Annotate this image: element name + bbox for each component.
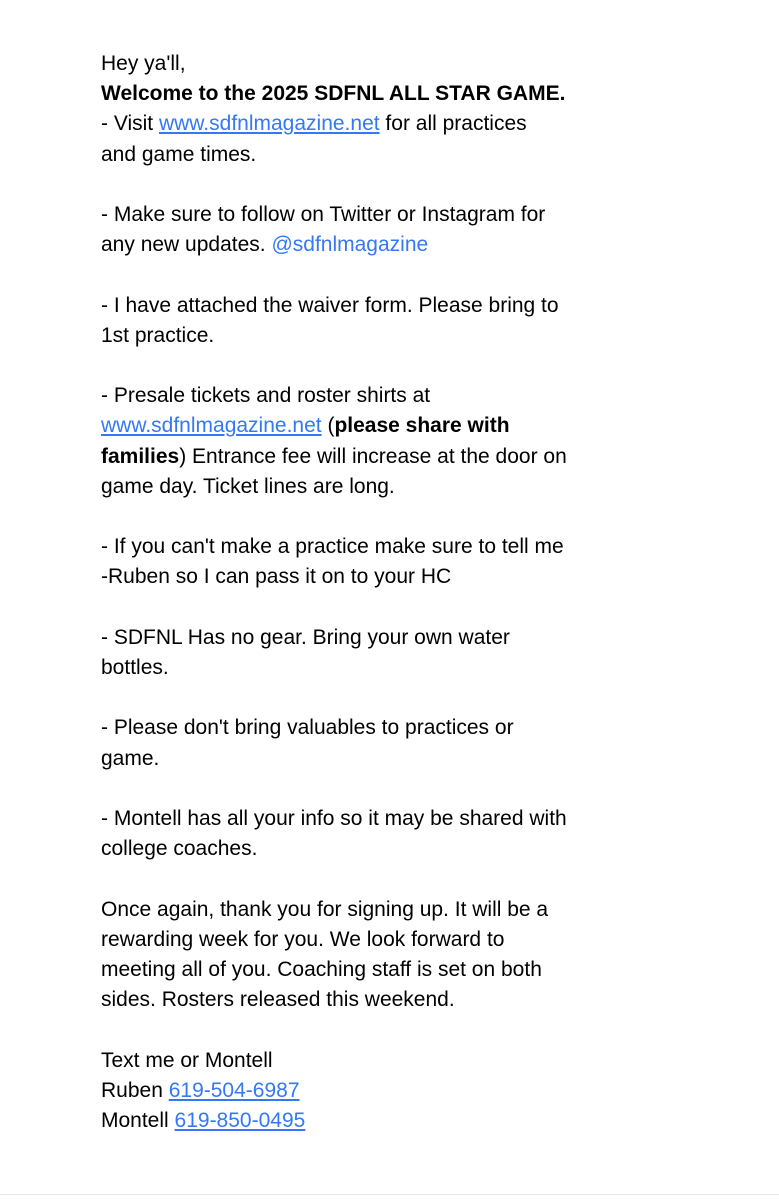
presale-line-4: game day. Ticket lines are long. [101,474,395,498]
greeting: Hey ya'll, [101,52,186,75]
gear-line: - SDFNL Has no gear. Bring your own water [101,625,510,649]
visit-suffix: for all practices [379,112,527,136]
presale-line-2 [101,411,601,441]
ruben-phone-link[interactable]: 619-504-6987 [168,1078,300,1102]
bottom-divider [0,1194,779,1195]
visit-line-2: and game times. [101,142,257,166]
entrance-fee-text: ) Entrance fee will increase at the door on [179,444,567,468]
ruben-name: Ruben [101,1078,169,1102]
closing-line-2: rewarding week for you. We look forward to [101,927,505,951]
waiver-line: - I have attached the waiver form. Please bring to [101,293,559,317]
email-body [101,49,601,1136]
gear-line-2: bottles. [101,655,169,679]
contact-montell [101,1106,601,1136]
spacer [101,683,601,713]
visit-line [101,109,601,139]
closing-line: Once again, thank you for signing up. It will be a [101,897,549,921]
website-link[interactable]: www.sdfnlmagazine.net [158,112,380,136]
spacer [101,774,601,804]
presale-line: - Presale tickets and roster shirts at [101,384,431,408]
follow-prefix: any new updates. [101,233,272,257]
practice-line: - If you can't make a practice make sure to tell me [101,535,564,559]
spacer [101,593,601,623]
share-note-families: families [101,444,180,468]
closing-line-3: meeting all of you. Coaching staff is set on both [101,957,542,981]
waiver-line-2: 1st practice. [101,323,215,347]
spacer [101,170,601,200]
valuables-line-2: game. [101,746,160,770]
follow-line-2 [101,230,601,260]
spacer [101,1015,601,1045]
practice-line-2: -Ruben so I can pass it on to your HC [101,565,452,589]
spacer [101,351,601,381]
montell-name: Montell [101,1108,175,1132]
contact-ruben [101,1076,601,1106]
social-handle-link[interactable]: @sdfnlmagazine [271,233,429,257]
spacer [101,502,601,532]
montell-info-line-2: college coaches. [101,837,258,861]
spacer [101,260,601,290]
share-note: please share with [334,414,510,438]
montell-phone-link[interactable]: 619-850-0495 [174,1108,306,1132]
paren-open: ( [321,414,335,438]
presale-line-3 [101,442,601,472]
presale-website-link[interactable]: www.sdfnlmagazine.net [101,414,322,438]
contact-intro: Text me or Montell [101,1048,273,1072]
montell-info-line: - Montell has all your info so it may be shared with [101,806,567,830]
visit-prefix: - Visit [101,112,159,136]
spacer [101,864,601,894]
follow-line: - Make sure to follow on Twitter or Instagram for [101,203,546,226]
valuables-line: - Please don't bring valuables to practices or [101,716,514,740]
closing-line-4: sides. Rosters released this weekend. [101,988,455,1012]
welcome-heading: Welcome to the 2025 SDFNL ALL STAR GAME. [101,82,566,106]
